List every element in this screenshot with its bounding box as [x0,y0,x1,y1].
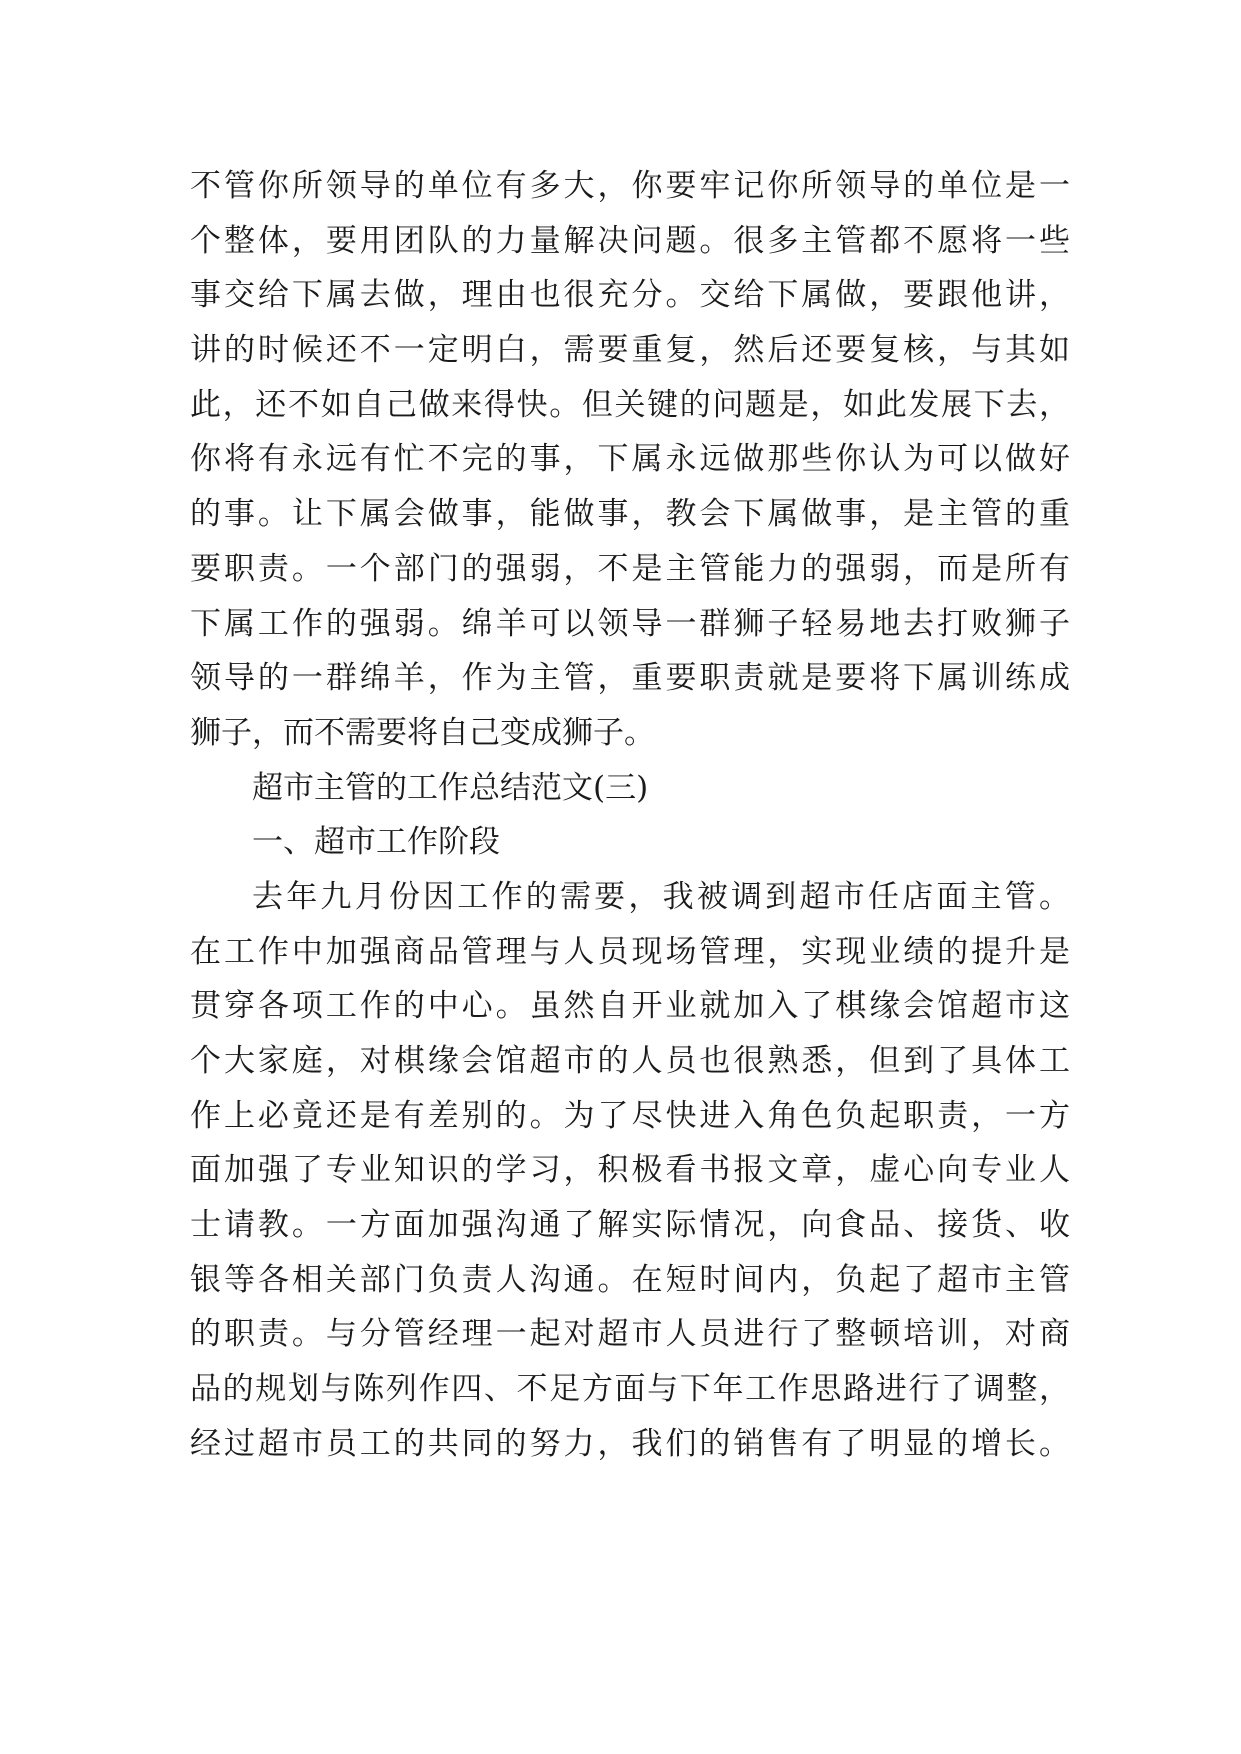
text-line-22: 的职责。与分管经理一起对超市人员进行了整顿培训，对商 [190,1316,1070,1353]
subsection-heading: 一、超市工作阶段 [252,824,500,861]
section-heading: 超市主管的工作总结范文(三) [252,769,649,806]
text-line-14: 去年九月份因工作的需要，我被调到超市任店面主管。 [252,878,1070,915]
text-line-4: 讲的时候还不一定明白，需要重复，然后还要复核，与其如 [190,332,1070,369]
text-line-1: 不管你所领导的单位有多大，你要牢记你所领导的单位是一 [190,168,1070,204]
text-line-15: 在工作中加强商品管理与人员现场管理，实现业绩的提升是 [190,933,1070,970]
text-line-19: 面加强了专业知识的学习，积极看书报文章，虚心向专业人 [190,1152,1070,1189]
text-line-23: 品的规划与陈列作四、不足方面与下年工作思路进行了调整， [190,1371,1070,1408]
text-line-10: 领导的一群绵羊，作为主管，重要职责就是要将下属训练成 [190,660,1070,697]
text-line-8: 要职责。一个部门的强弱，不是主管能力的强弱，而是所有 [190,550,1070,587]
text-line-9: 下属工作的强弱。绵羊可以领导一群狮子轻易地去打败狮子 [190,605,1070,642]
text-line-16: 贯穿各项工作的中心。虽然自开业就加入了棋缘会馆超市这 [190,988,1070,1025]
text-line-17: 个大家庭，对棋缘会馆超市的人员也很熟悉，但到了具体工 [190,1043,1070,1079]
text-line-21: 银等各相关部门负责人沟通。在短时间内，负起了超市主管 [190,1261,1070,1298]
text-line-24: 经过超市员工的共同的努力，我们的销售有了明显的增长。 [190,1425,1070,1462]
text-line-5: 此，还不如自己做来得快。但关键的问题是，如此发展下去， [190,386,1070,423]
text-line-18: 作上必竟还是有差别的。为了尽快进入角色负起职责，一方 [190,1097,1070,1134]
text-line-7: 的事。让下属会做事，能做事，教会下属做事，是主管的重 [190,496,1070,533]
body-text [190,159,1070,1472]
text-line-6: 你将有永远有忙不完的事，下属永远做那些你认为可以做好 [190,441,1070,478]
text-line-11: 狮子，而不需要将自己变成狮子。 [190,714,655,751]
text-line-20: 士请教。一方面加强沟通了解实际情况，向食品、接货、收 [190,1207,1070,1244]
text-line-3: 事交给下属去做，理由也很充分。交给下属做，要跟他讲， [190,277,1070,314]
text-line-2: 个整体，要用团队的力量解决问题。很多主管都不愿将一些 [190,222,1070,259]
